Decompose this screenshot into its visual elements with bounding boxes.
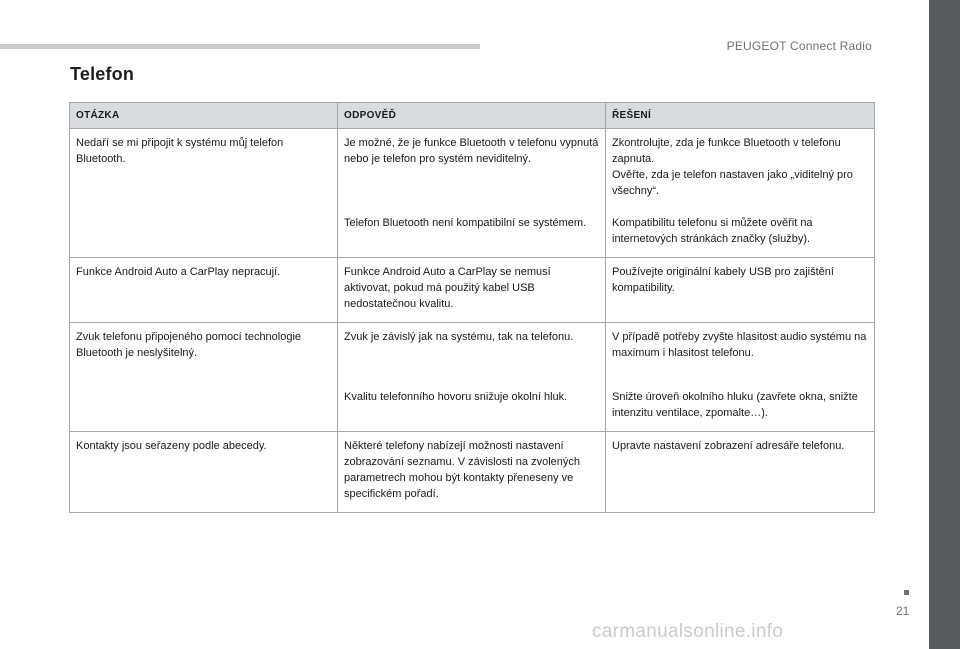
question-cell: Zvuk telefonu připojeného pomocí technologie Bluetooth je neslyšitelný. — [70, 323, 338, 432]
column-header-question: OTÁZKA — [70, 103, 338, 129]
page-number: 21 — [896, 604, 910, 618]
watermark: carmanualsonline.info — [592, 621, 784, 642]
answer-cell: Funkce Android Auto a CarPlay se nemusí aktivovat, pokud má použitý kabel USB nedostatečnou kvalitu. — [338, 258, 606, 323]
answer-cell: Některé telefony nabízejí možnosti nastavení zobrazování seznamu. V závislosti na zvolených parametrech mohou být kontakty přeneseny ve specifickém pořadí. — [338, 432, 606, 513]
faq-table — [69, 102, 875, 513]
question-cell: Nedaří se mi připojit k systému můj telefon Bluetooth. — [70, 129, 338, 258]
solution-line: Upravte nastavení zobrazení adresáře telefonu. — [612, 440, 845, 452]
table-row — [70, 258, 875, 323]
solution-cell — [606, 258, 875, 323]
column-header-solution: ŘEŠENÍ — [606, 103, 875, 129]
header-rule — [0, 44, 480, 49]
question-cell: Kontakty jsou seřazeny podle abecedy. — [70, 432, 338, 513]
answer-cell: Telefon Bluetooth není kompatibilní se systémem. — [338, 209, 606, 258]
solution-line: Zkontrolujte, zda je funkce Bluetooth v telefonu zapnuta. — [612, 137, 841, 165]
solution-line: Snižte úroveň okolního hluku (zavřete okna, snižte intenzitu ventilace, zpomalte…). — [612, 391, 858, 419]
table-row — [70, 323, 875, 384]
question-cell: Funkce Android Auto a CarPlay nepracují. — [70, 258, 338, 323]
solution-cell — [606, 383, 875, 432]
solution-line: Ověřte, zda je telefon nastaven jako „viditelný pro všechny“. — [612, 169, 853, 197]
header-title: PEUGEOT Connect Radio — [726, 39, 872, 53]
answer-cell: Je možné, že je funkce Bluetooth v telefonu vypnutá nebo je telefon pro systém neviditelný. — [338, 129, 606, 210]
solution-line: V případě potřeby zvyšte hlasitost audio systému na maximum i hlasitost telefonu. — [612, 331, 867, 359]
solution-cell — [606, 432, 875, 513]
table-row — [70, 432, 875, 513]
side-bar — [929, 0, 960, 649]
answer-cell: Kvalitu telefonního hovoru snižuje okolní hluk. — [338, 383, 606, 432]
column-header-answer: ODPOVĚĎ — [338, 103, 606, 129]
solution-cell — [606, 129, 875, 210]
page-title: Telefon — [70, 64, 135, 84]
answer-cell: Zvuk je závislý jak na systému, tak na telefonu. — [338, 323, 606, 384]
solution-cell — [606, 323, 875, 384]
solution-cell — [606, 209, 875, 258]
table-header-row — [70, 103, 875, 129]
solution-line: Používejte originální kabely USB pro zajištění kompatibility. — [612, 266, 834, 294]
solution-line: Kompatibilitu telefonu si můžete ověřit na internetových stránkách značky (služby). — [612, 217, 813, 245]
page-dot — [904, 590, 909, 595]
table-row — [70, 129, 875, 210]
